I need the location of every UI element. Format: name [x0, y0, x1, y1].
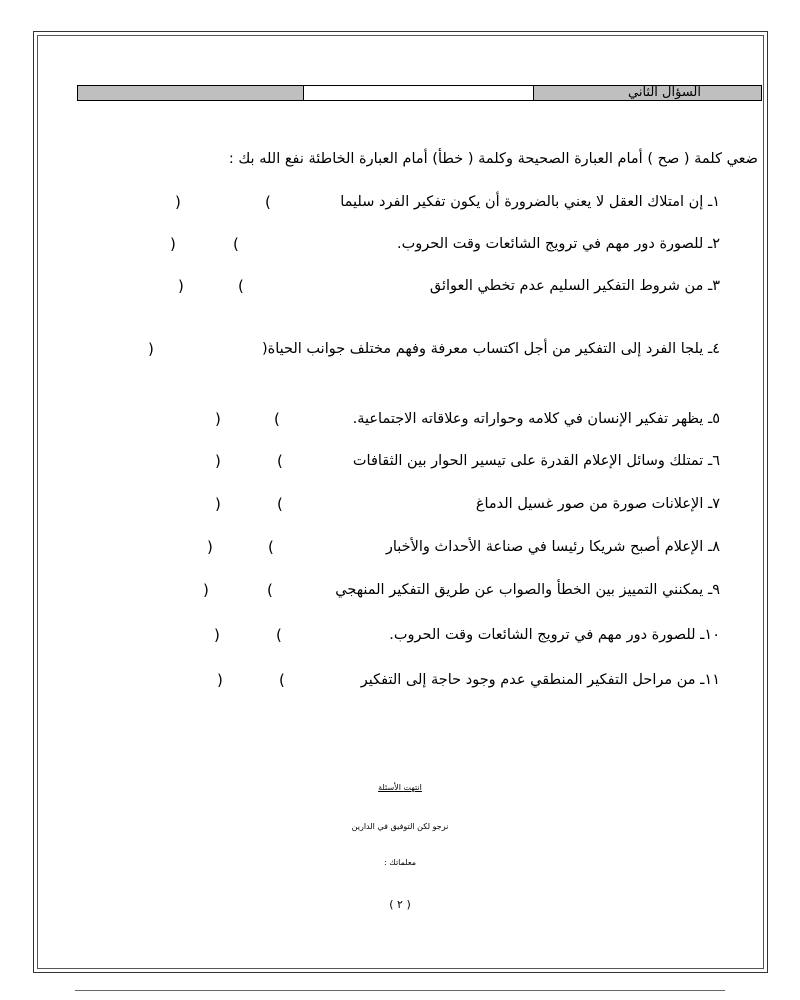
statement-7: ٧ـ الإعلانات صورة من صور غسيل الدماغ: [475, 496, 720, 512]
header-cell-left: [78, 86, 304, 100]
answer-open-paren: (: [276, 626, 282, 644]
statement-10: ١٠ـ للصورة دور مهم في ترويج الشائعات وقت الحروب.: [389, 627, 720, 643]
answer-open-paren: (: [233, 235, 239, 253]
statement-3: ٣ـ من شروط التفكير السليم عدم تخطي العوائق: [429, 278, 720, 294]
footer-rule: [75, 990, 725, 991]
answer-close-paren: ): [148, 340, 154, 358]
good-luck-note: نرجو لكن التوفيق في الدارين: [351, 822, 449, 831]
answer-open-paren: (: [268, 538, 274, 556]
statement-1: ١ـ إن امتلاك العقل لا يعني بالضرورة أن يكون تفكير الفرد سليما: [340, 194, 720, 210]
header-cell-middle: [304, 86, 534, 100]
answer-open-paren: (: [274, 410, 280, 428]
question-header-table: [77, 85, 762, 101]
answer-open-paren: (: [279, 671, 285, 689]
instruction-text: ضعي كلمة ( صح ) أمام العبارة الصحيحة وكلمة ( خطأ) أمام العبارة الخاطئة نفع الله بك :: [228, 151, 758, 167]
answer-close-paren: ): [215, 410, 221, 428]
answer-close-paren: ): [170, 235, 176, 253]
statement-6: ٦ـ تمتلك وسائل الإعلام القدرة على تيسير الحوار بين الثقافات: [352, 453, 720, 469]
answer-open-paren: (: [265, 193, 271, 211]
statement-8: ٨ـ الإعلام أصبح شريكا رئيسا في صناعة الأحداث والأخبار: [385, 539, 720, 555]
statement-2: ٢ـ للصورة دور مهم في ترويج الشائعات وقت الحروب.: [397, 236, 720, 252]
answer-close-paren: ): [215, 495, 221, 513]
answer-close-paren: ): [214, 626, 220, 644]
answer-close-paren: ): [207, 538, 213, 556]
page-number: ( ٢ ): [389, 898, 411, 911]
statement-11: ١١ـ من مراحل التفكير المنطقي عدم وجود حاجة إلى التفكير: [360, 672, 720, 688]
question-title: السؤال الثاني: [534, 86, 761, 100]
answer-open-paren: (: [267, 581, 273, 599]
answer-close-paren: ): [215, 452, 221, 470]
answer-close-paren: ): [217, 671, 223, 689]
answer-open-paren: (: [277, 495, 283, 513]
answer-close-paren: ): [178, 277, 184, 295]
statement-5: ٥ـ يظهر تفكير الإنسان في كلامه وحواراته وعلاقاته الاجتماعية.: [352, 411, 720, 427]
questions-ended-note: انتهت الأسئلة: [378, 783, 422, 792]
answer-open-paren: (: [238, 277, 244, 295]
answer-open-paren: (: [277, 452, 283, 470]
answer-close-paren: ): [203, 581, 209, 599]
teachers-signature-label: معلماتك :: [383, 858, 417, 867]
statement-9: ٩ـ يمكنني التمييز بين الخطأ والصواب عن طريق التفكير المنهجي: [335, 582, 720, 598]
statement-4: ٤ـ يلجا الفرد إلى التفكير من أجل اكتساب معرفة وفهم مختلف جوانب الحياة(: [261, 341, 720, 357]
answer-close-paren: ): [175, 193, 181, 211]
